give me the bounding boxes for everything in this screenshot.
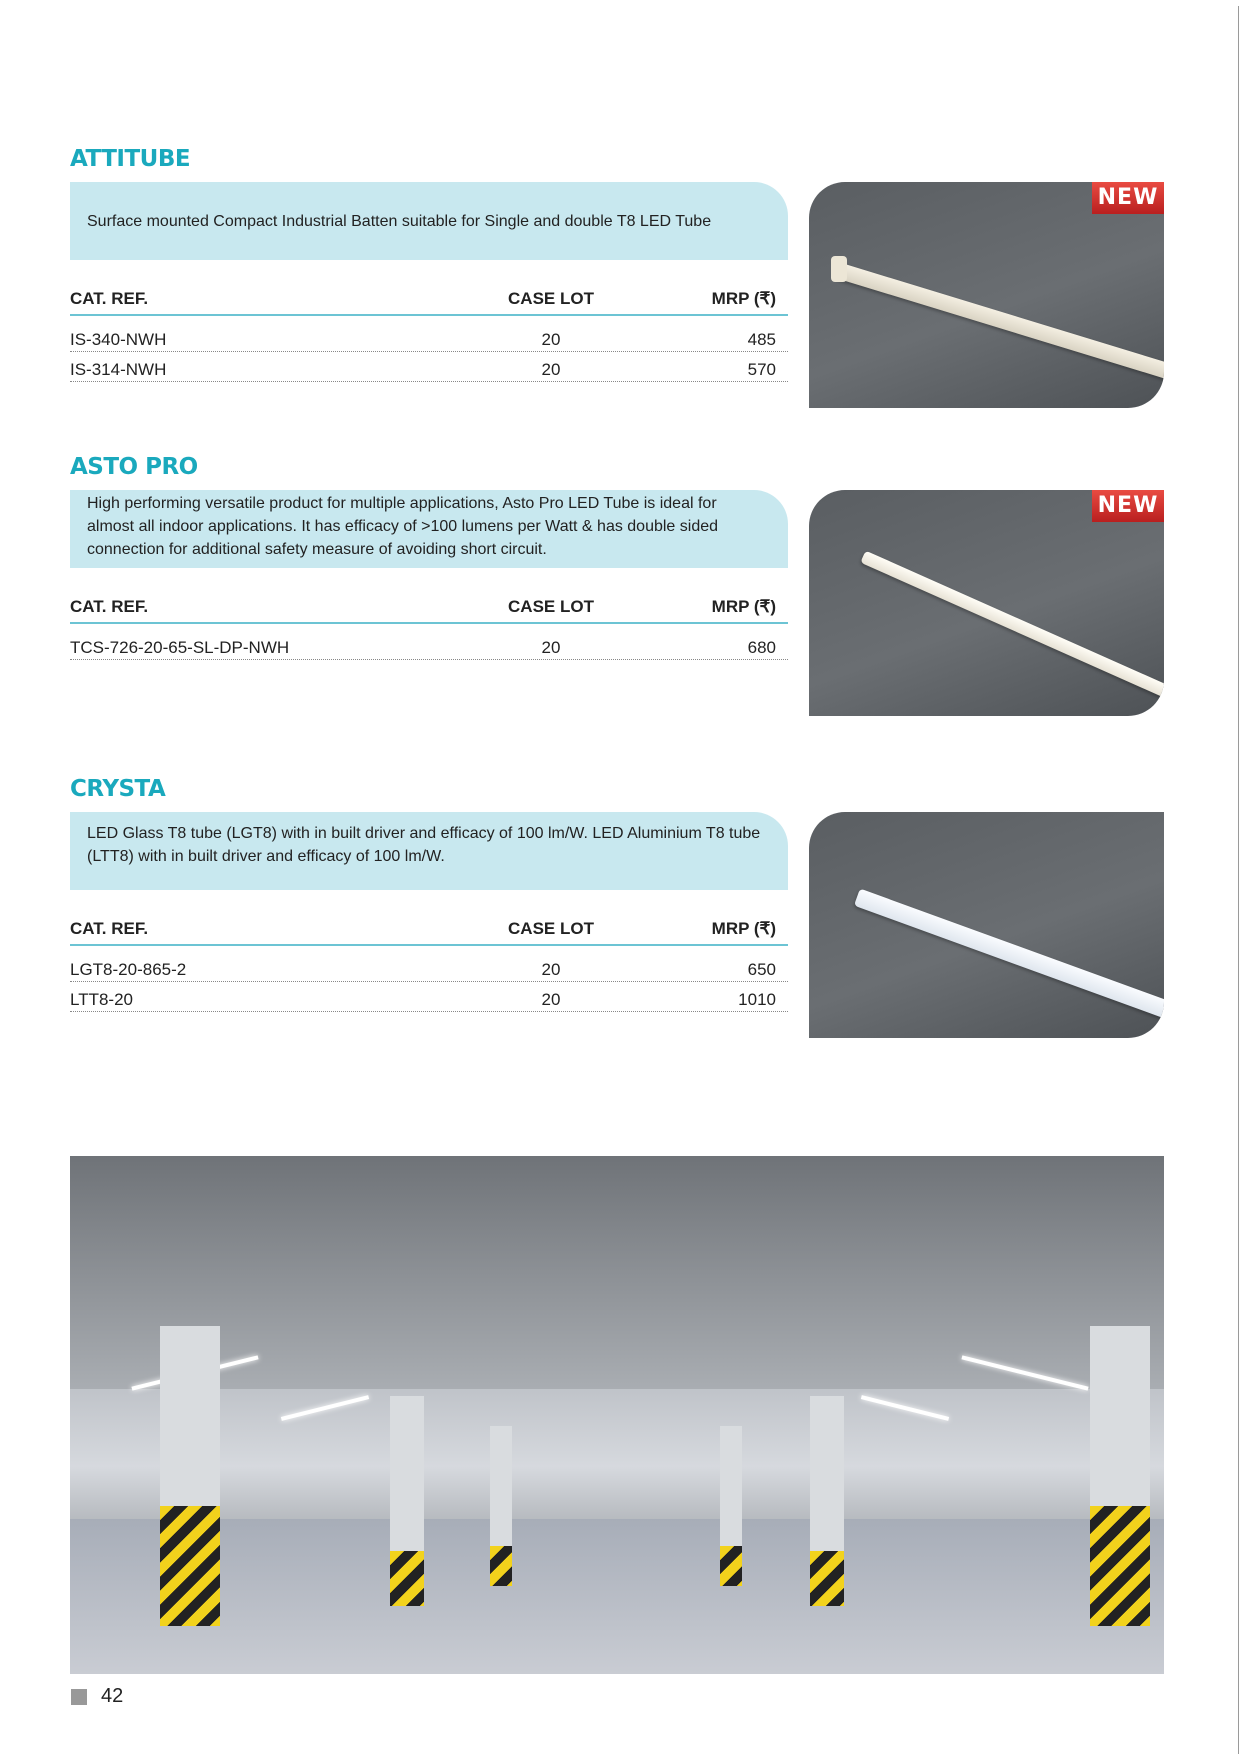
pillar xyxy=(1090,1326,1150,1626)
hazard-stripes xyxy=(390,1551,424,1606)
parking-lot-photo xyxy=(70,1156,1164,1674)
table-row xyxy=(70,630,788,660)
product-section-attitube xyxy=(70,146,788,382)
product-title: ASTO PRO xyxy=(70,454,198,480)
table-row xyxy=(70,952,788,982)
header-mrp: MRP (₹) xyxy=(711,597,776,616)
pillar xyxy=(160,1326,220,1626)
header-cat-ref: CAT. REF. xyxy=(70,597,149,616)
pillar xyxy=(490,1426,512,1586)
cat-ref: LTT8-20 xyxy=(70,990,133,1009)
cat-ref: LGT8-20-865-2 xyxy=(70,960,187,979)
header-case-lot: CASE LOT xyxy=(508,919,594,938)
description-text: High performing versatile product for multiple applications, Asto Pro LED Tube is ideal for almost all indoor applications. It has efficacy of >100 lumens per Watt & has double sided connection for additional safety measure of avoiding short circuit. xyxy=(87,495,719,558)
mrp: 1010 xyxy=(738,990,776,1009)
hazard-stripes xyxy=(160,1506,220,1626)
hazard-stripes xyxy=(720,1546,742,1586)
table-row xyxy=(70,322,788,352)
product-description xyxy=(70,182,788,260)
case-lot: 20 xyxy=(541,360,561,379)
description-text: Surface mounted Compact Industrial Batten suitable for Single and double T8 LED Tube xyxy=(87,212,712,230)
hazard-stripes xyxy=(490,1546,512,1586)
tube-light xyxy=(281,1395,369,1421)
case-lot: 20 xyxy=(541,960,561,979)
page-marker xyxy=(71,1689,87,1705)
mrp: 680 xyxy=(747,638,776,657)
tube-light xyxy=(861,1395,949,1421)
new-badge: NEW xyxy=(1092,490,1164,522)
pillar xyxy=(720,1426,742,1586)
pillar xyxy=(390,1396,424,1606)
mrp: 650 xyxy=(747,960,776,979)
header-case-lot: CASE LOT xyxy=(508,597,594,616)
case-lot: 20 xyxy=(541,638,561,657)
product-description xyxy=(70,812,788,890)
batten-fixture-shape xyxy=(835,262,1164,388)
mrp: 570 xyxy=(747,360,776,379)
product-image-attitube xyxy=(809,182,1164,408)
hazard-stripes xyxy=(810,1551,844,1606)
ceiling xyxy=(70,1156,1164,1389)
pillar xyxy=(810,1396,844,1606)
mrp: 485 xyxy=(747,330,776,349)
table-header xyxy=(70,284,788,316)
cat-ref: TCS-726-20-65-SL-DP-NWH xyxy=(70,638,290,657)
page-edge-line xyxy=(1238,6,1239,1754)
case-lot: 20 xyxy=(541,330,561,349)
product-title: ATTITUBE xyxy=(70,146,191,172)
product-image-crysta xyxy=(809,812,1164,1038)
product-image-asto-pro xyxy=(809,490,1164,716)
product-section-crysta xyxy=(70,776,788,1012)
new-badge: NEW xyxy=(1092,182,1164,214)
table-row xyxy=(70,982,788,1012)
hazard-stripes xyxy=(1090,1506,1150,1626)
table-row xyxy=(70,352,788,382)
led-tube-shape xyxy=(860,551,1164,716)
case-lot: 20 xyxy=(541,990,561,1009)
end-cap-shape xyxy=(831,256,847,282)
header-cat-ref: CAT. REF. xyxy=(70,919,149,938)
header-mrp: MRP (₹) xyxy=(711,289,776,308)
description-text: LED Glass T8 tube (LGT8) with in built driver and efficacy of 100 lm/W. LED Aluminium T8 tube (LTT8) with in built driver and efficacy of 100 lm/W. xyxy=(87,825,761,865)
cat-ref: IS-340-NWH xyxy=(70,330,167,349)
floor xyxy=(70,1519,1164,1674)
t8-tube-shape xyxy=(854,889,1164,1036)
table-header xyxy=(70,914,788,946)
header-mrp: MRP (₹) xyxy=(711,919,776,938)
table-header xyxy=(70,592,788,624)
header-case-lot: CASE LOT xyxy=(508,289,594,308)
page-number: 42 xyxy=(101,1685,124,1707)
product-section-asto-pro xyxy=(70,454,788,660)
header-cat-ref: CAT. REF. xyxy=(70,289,149,308)
cat-ref: IS-314-NWH xyxy=(70,360,167,379)
product-title: CRYSTA xyxy=(70,776,166,802)
product-description xyxy=(70,490,788,568)
